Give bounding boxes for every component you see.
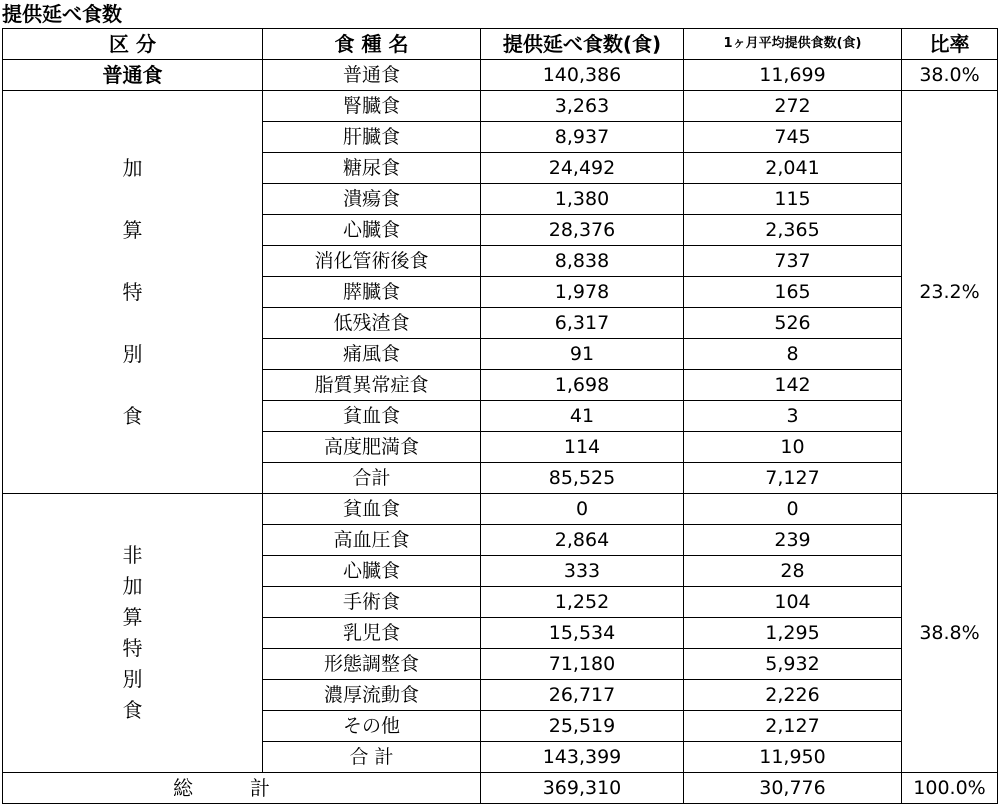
grand-total-label-right: 計 <box>250 776 270 800</box>
meal-name: 肝臓食 <box>263 122 481 153</box>
header-monthly-average: 1ヶ月平均提供食数(食) <box>684 29 902 60</box>
regular-total: 140,386 <box>481 60 684 91</box>
category-char: 食 <box>122 404 143 428</box>
total-meals: 28,376 <box>481 215 684 246</box>
meal-name: 乳児食 <box>263 618 481 649</box>
category-char: 算 <box>122 605 143 629</box>
monthly-average: 104 <box>684 587 902 618</box>
additional-special-row <box>3 91 998 122</box>
monthly-average: 2,226 <box>684 680 902 711</box>
total-meals: 25,519 <box>481 711 684 742</box>
non-additional-special-ratio: 38.8% <box>902 494 998 773</box>
category-char: 非 <box>122 543 143 567</box>
monthly-average: 115 <box>684 184 902 215</box>
total-meals: 24,492 <box>481 153 684 184</box>
non-additional-special-row <box>3 494 998 525</box>
category-char: 食 <box>122 698 143 722</box>
total-meals: 8,838 <box>481 246 684 277</box>
monthly-average: 0 <box>684 494 902 525</box>
total-meals: 6,317 <box>481 308 684 339</box>
total-meals: 1,698 <box>481 370 684 401</box>
total-meals: 143,399 <box>481 742 684 773</box>
category-char: 特 <box>122 636 143 660</box>
meal-name: 脂質異常症食 <box>263 370 481 401</box>
meal-name: 腎臓食 <box>263 91 481 122</box>
total-meals: 41 <box>481 401 684 432</box>
page-title: 提供延べ食数 <box>2 2 122 26</box>
regular-row <box>3 60 998 91</box>
category-char: 算 <box>122 218 143 242</box>
monthly-average: 10 <box>684 432 902 463</box>
additional-special-category <box>3 91 263 494</box>
monthly-average: 737 <box>684 246 902 277</box>
category-char: 別 <box>122 667 143 691</box>
meal-name: 潰瘍食 <box>263 184 481 215</box>
grand-total-ratio: 100.0% <box>902 773 998 804</box>
regular-ratio: 38.0% <box>902 60 998 91</box>
total-meals: 2,864 <box>481 525 684 556</box>
monthly-average: 8 <box>684 339 902 370</box>
monthly-average: 272 <box>684 91 902 122</box>
meal-name: 心臓食 <box>263 556 481 587</box>
additional-special-category-label <box>3 137 262 447</box>
total-meals: 333 <box>481 556 684 587</box>
total-meals: 3,263 <box>481 91 684 122</box>
grand-total-label <box>3 773 481 804</box>
meal-name: 高度肥満食 <box>263 432 481 463</box>
regular-meal-name: 普通食 <box>263 60 481 91</box>
meal-name: 手術食 <box>263 587 481 618</box>
total-meals: 26,717 <box>481 680 684 711</box>
meal-name: 貧血食 <box>263 494 481 525</box>
meal-name: 心臓食 <box>263 215 481 246</box>
monthly-average: 745 <box>684 122 902 153</box>
header-row <box>3 29 998 60</box>
total-meals: 71,180 <box>481 649 684 680</box>
monthly-average: 526 <box>684 308 902 339</box>
total-meals: 1,978 <box>481 277 684 308</box>
regular-category: 普通食 <box>3 60 263 91</box>
monthly-average: 11,950 <box>684 742 902 773</box>
total-meals: 15,534 <box>481 618 684 649</box>
additional-special-ratio: 23.2% <box>902 91 998 494</box>
grand-total-label-text <box>3 773 480 803</box>
monthly-average: 165 <box>684 277 902 308</box>
regular-monthly: 11,699 <box>684 60 902 91</box>
total-meals: 0 <box>481 494 684 525</box>
total-meals: 85,525 <box>481 463 684 494</box>
grand-total-meals: 369,310 <box>481 773 684 804</box>
meal-name: 痛風食 <box>263 339 481 370</box>
meal-name: 低残渣食 <box>263 308 481 339</box>
meal-count-table <box>2 28 998 804</box>
monthly-average: 2,365 <box>684 215 902 246</box>
non-additional-special-category <box>3 494 263 773</box>
monthly-average: 142 <box>684 370 902 401</box>
header-total-meals: 提供延べ食数(食) <box>481 29 684 60</box>
monthly-average: 2,041 <box>684 153 902 184</box>
category-char: 加 <box>122 574 143 598</box>
total-meals: 1,252 <box>481 587 684 618</box>
meal-name: 消化管術後食 <box>263 246 481 277</box>
monthly-average: 7,127 <box>684 463 902 494</box>
monthly-average: 5,932 <box>684 649 902 680</box>
header-meal-name: 食 種 名 <box>263 29 481 60</box>
monthly-average: 28 <box>684 556 902 587</box>
meal-name: 濃厚流動食 <box>263 680 481 711</box>
grand-total-monthly: 30,776 <box>684 773 902 804</box>
meal-name: 糖尿食 <box>263 153 481 184</box>
grand-total-label-left: 総 <box>173 776 193 800</box>
total-meals: 1,380 <box>481 184 684 215</box>
total-meals: 8,937 <box>481 122 684 153</box>
monthly-average: 1,295 <box>684 618 902 649</box>
total-meals: 114 <box>481 432 684 463</box>
non-additional-special-category-label <box>3 540 262 726</box>
meal-name: 合 計 <box>263 742 481 773</box>
meal-name: その他 <box>263 711 481 742</box>
grand-total-row <box>3 773 998 804</box>
total-meals: 91 <box>481 339 684 370</box>
meal-name: 形態調整食 <box>263 649 481 680</box>
monthly-average: 239 <box>684 525 902 556</box>
meal-name: 高血圧食 <box>263 525 481 556</box>
meal-name: 膵臓食 <box>263 277 481 308</box>
category-char: 加 <box>122 156 143 180</box>
meal-name: 合計 <box>263 463 481 494</box>
header-category: 区 分 <box>3 29 263 60</box>
monthly-average: 2,127 <box>684 711 902 742</box>
category-char: 特 <box>122 280 143 304</box>
category-char: 別 <box>122 342 143 366</box>
header-ratio: 比率 <box>902 29 998 60</box>
monthly-average: 3 <box>684 401 902 432</box>
meal-name: 貧血食 <box>263 401 481 432</box>
